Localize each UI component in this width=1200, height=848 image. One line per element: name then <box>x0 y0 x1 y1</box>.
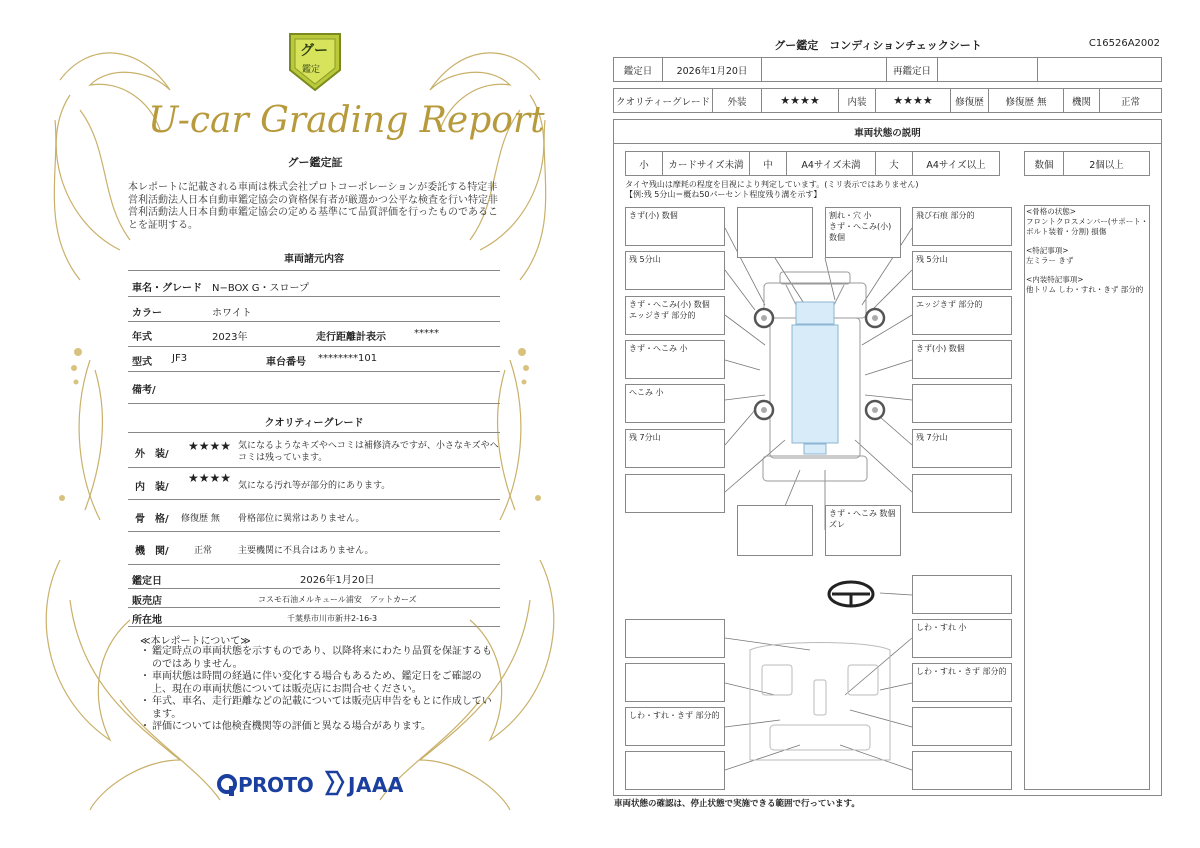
notes-list <box>140 646 500 734</box>
int-label-cell: 内装 <box>838 88 876 113</box>
color-label: カラー <box>132 308 162 319</box>
interior-box-right-4 <box>912 751 1012 790</box>
divider <box>128 296 500 297</box>
mileage-label: 走行距離計表示 <box>316 332 386 343</box>
interior-comment-head: <内装特記事項> <box>1026 275 1084 284</box>
legend-count: 数個 <box>1024 151 1064 176</box>
divider <box>128 321 500 322</box>
damage-box-right-4: きず(小) 数個 <box>912 340 1012 379</box>
date-value: 2026年1月20日 <box>300 575 375 586</box>
frame-label: 骨 格/ <box>135 514 169 525</box>
date-label-cell: 鑑定日 <box>613 57 663 82</box>
damage-box-left-6: 残 7分山 <box>625 429 725 468</box>
damage-box-right-3: エッジきず 部分的 <box>912 296 1012 335</box>
legend-mid-desc: A4サイズ未満 <box>786 151 876 176</box>
steering-box <box>912 575 1012 614</box>
quality-heading: クオリティーグレード <box>264 418 364 429</box>
legend-small-desc: カードサイズ未満 <box>662 151 750 176</box>
tire-note-2: 【例:残 5分山＝概ね50パーセント程度残り溝を示す】 <box>625 190 822 199</box>
color-value: ホワイト <box>212 308 252 319</box>
footer-note: 車両状態の確認は、停止状態で実施できる範囲で行っています。 <box>614 799 860 809</box>
damage-box-left-1: きず(小) 数個 <box>625 207 725 246</box>
comments-text <box>1026 207 1154 304</box>
note-item: ・ 評価については他検査機関等の評価と異なる場合があります。 <box>140 721 500 734</box>
note-item: ・ 年式、車名、走行距離などの記載については販売店申告をもとに作成しています。 <box>140 696 500 721</box>
dealer-label: 販売店 <box>132 596 162 607</box>
repair-label-cell: 修復歴 <box>950 88 989 113</box>
interior-box-right-2: しわ・すれ・きず 部分的 <box>912 663 1012 702</box>
legend-small: 小 <box>625 151 663 176</box>
name-value: N−BOX G・スロープ <box>212 283 310 294</box>
damage-box-right-5 <box>912 384 1012 423</box>
dealer-value: コスモ石油メルキュール浦安 アットカーズ <box>258 595 417 604</box>
engine-value: 正常 <box>194 546 213 556</box>
divider <box>128 270 500 271</box>
interior-box-right-3 <box>912 707 1012 746</box>
divider <box>128 564 500 565</box>
interior-stars: ★★★★ <box>188 471 232 485</box>
damage-box-left-3 <box>625 296 725 335</box>
damage-box-bottom-2 <box>825 505 901 556</box>
badge-sub: 鑑定 <box>302 65 321 75</box>
sheet-code: C16526A2002 <box>1088 38 1160 49</box>
special-comment-text: 左ミラー きず <box>1026 256 1074 265</box>
year-label: 年式 <box>132 332 152 343</box>
divider <box>128 346 500 347</box>
damage-box-right-1: 飛び石痕 部分的 <box>912 207 1012 246</box>
specs-heading: 車両諸元内容 <box>284 254 344 265</box>
divider <box>128 499 500 500</box>
chassis-value: ********101 <box>318 353 378 364</box>
damage-box-left-4: きず・へこみ 小 <box>625 340 725 379</box>
redate-label-cell: 再鑑定日 <box>886 57 938 82</box>
state-heading: 車両状態の説明 <box>613 119 1162 144</box>
special-comment-head: <特記事項> <box>1026 246 1069 255</box>
model-value: JF3 <box>172 353 188 364</box>
tire-note-1: タイヤ残山は摩耗の程度を目視により判定しています。(ミリ表示ではありません) <box>625 180 919 189</box>
name-label: 車名・グレード <box>132 283 202 294</box>
steering-wheel-icon <box>829 582 873 606</box>
address-label: 所在地 <box>132 615 162 626</box>
box-line: きず・へこみ 数個 <box>829 509 896 518</box>
damage-box-top-2 <box>825 207 901 258</box>
damage-box-right-6: 残 7分山 <box>912 429 1012 468</box>
engine-label: 機 関/ <box>135 546 169 557</box>
interior-box-left-1 <box>625 619 725 658</box>
legend-large: 大 <box>875 151 913 176</box>
ext-stars-cell: ★★★★ <box>761 88 839 113</box>
engine-label-cell: 機関 <box>1063 88 1100 113</box>
sheet-title: グー鑑定 コンディションチェックシート <box>774 39 982 52</box>
divider <box>128 531 500 532</box>
certificate-intro: 本レポートに記載される車両は株式会社プロトコーポレーションが委託する特定非営利活動法人日本自動車鑑定協会の資格保有者が厳選かつ公平な検査を行い特定非営利活動法人日本自動車鑑定協会の定める基準にて品質評価を行ったものであることを証明する。 <box>128 182 498 231</box>
divider <box>128 432 500 433</box>
engine-text: 主要機関に不具合はありません。 <box>238 546 374 556</box>
exterior-text: 気になるようなキズやヘコミは補修済みですが、小さなキズやヘコミは残っています。 <box>238 441 499 463</box>
proto-logo-text: PROTO <box>238 773 314 797</box>
legend-count-desc: 2個以上 <box>1063 151 1150 176</box>
interior-box-right-1: しわ・すれ 小 <box>912 619 1012 658</box>
ext-label-cell: 外装 <box>712 88 762 113</box>
damage-box-left-7 <box>625 474 725 513</box>
damage-box-bottom-1 <box>737 505 813 556</box>
note-item: ・ 鑑定時点の車両状態を示すものであり、以降将来にわたり品質を保証するものではありません。 <box>140 646 500 671</box>
model-label: 型式 <box>132 357 152 368</box>
frame-text: 骨格部位に異常はありません。 <box>238 514 365 524</box>
interior-box-left-4 <box>625 751 725 790</box>
note-item: ・ 車両状態は時間の経過に伴い変化する場合もあるため、鑑定日をご確認の上、現在の車両状態については販売店にお問合せください。 <box>140 671 500 696</box>
divider <box>128 588 500 589</box>
engine-value-cell: 正常 <box>1099 88 1162 113</box>
address-value: 千葉県市川市新井2-16-3 <box>287 614 378 623</box>
proto-logo-icon <box>216 772 238 798</box>
divider <box>128 467 500 468</box>
divider <box>128 607 500 608</box>
damage-box-top-1 <box>737 207 813 258</box>
damage-box-right-2: 残 5分山 <box>912 251 1012 290</box>
date-label: 鑑定日 <box>132 576 162 587</box>
interior-comment-text: 他トリム しわ・すれ・きず 部分的 <box>1026 285 1144 294</box>
repair-value-cell: 修復歴 無 <box>988 88 1064 113</box>
jaaa-logo-icon <box>325 770 345 796</box>
damage-box-right-7 <box>912 474 1012 513</box>
exterior-stars: ★★★★ <box>188 439 232 453</box>
damage-box-left-2: 残 5分山 <box>625 251 725 290</box>
frame-comment-head: <骨格の状態> <box>1026 207 1077 216</box>
box-line: きず・へこみ(小) 数個 <box>829 222 892 242</box>
interior-box-left-2 <box>625 663 725 702</box>
legend-mid: 中 <box>749 151 787 176</box>
box-line: エッジきず 部分的 <box>629 311 696 320</box>
frame-value: 修復歴 無 <box>181 514 220 524</box>
int-stars-cell: ★★★★ <box>875 88 951 113</box>
interior-label: 内 装/ <box>135 482 169 493</box>
exterior-label: 外 装/ <box>135 449 169 460</box>
damage-box-left-5: へこみ 小 <box>625 384 725 423</box>
jaaa-logo-text: JAAA <box>348 773 404 797</box>
qg-label-cell: クオリティーグレード <box>613 88 713 113</box>
divider <box>128 371 500 372</box>
divider <box>128 403 500 404</box>
interior-box-left-3: しわ・すれ・きず 部分的 <box>625 707 725 746</box>
script-title: U-car Grading Report <box>148 100 545 141</box>
divider <box>128 626 500 627</box>
box-line: 割れ・穴 小 <box>829 211 872 220</box>
box-line: きず・へこみ(小) 数個 <box>629 300 710 309</box>
mileage-value: ***** <box>414 328 439 339</box>
chassis-label: 車台番号 <box>266 357 306 368</box>
frame-comment-text: フロントクロスメンバー(サポート・ボルト装着・分割) 損傷 <box>1026 217 1149 236</box>
remarks-label: 備考/ <box>132 385 156 396</box>
date-value-cell: 2026年1月20日 <box>662 57 762 82</box>
notes-heading: ≪本レポートについて≫ <box>140 636 251 647</box>
year-value: 2023年 <box>212 332 248 343</box>
badge-text: グー <box>300 43 328 59</box>
legend-large-desc: A4サイズ以上 <box>912 151 1000 176</box>
interior-text: 気になる汚れ等が部分的にあります。 <box>238 481 391 491</box>
certificate-subtitle: グー鑑定証 <box>287 156 343 169</box>
box-line: ズレ <box>829 520 845 529</box>
